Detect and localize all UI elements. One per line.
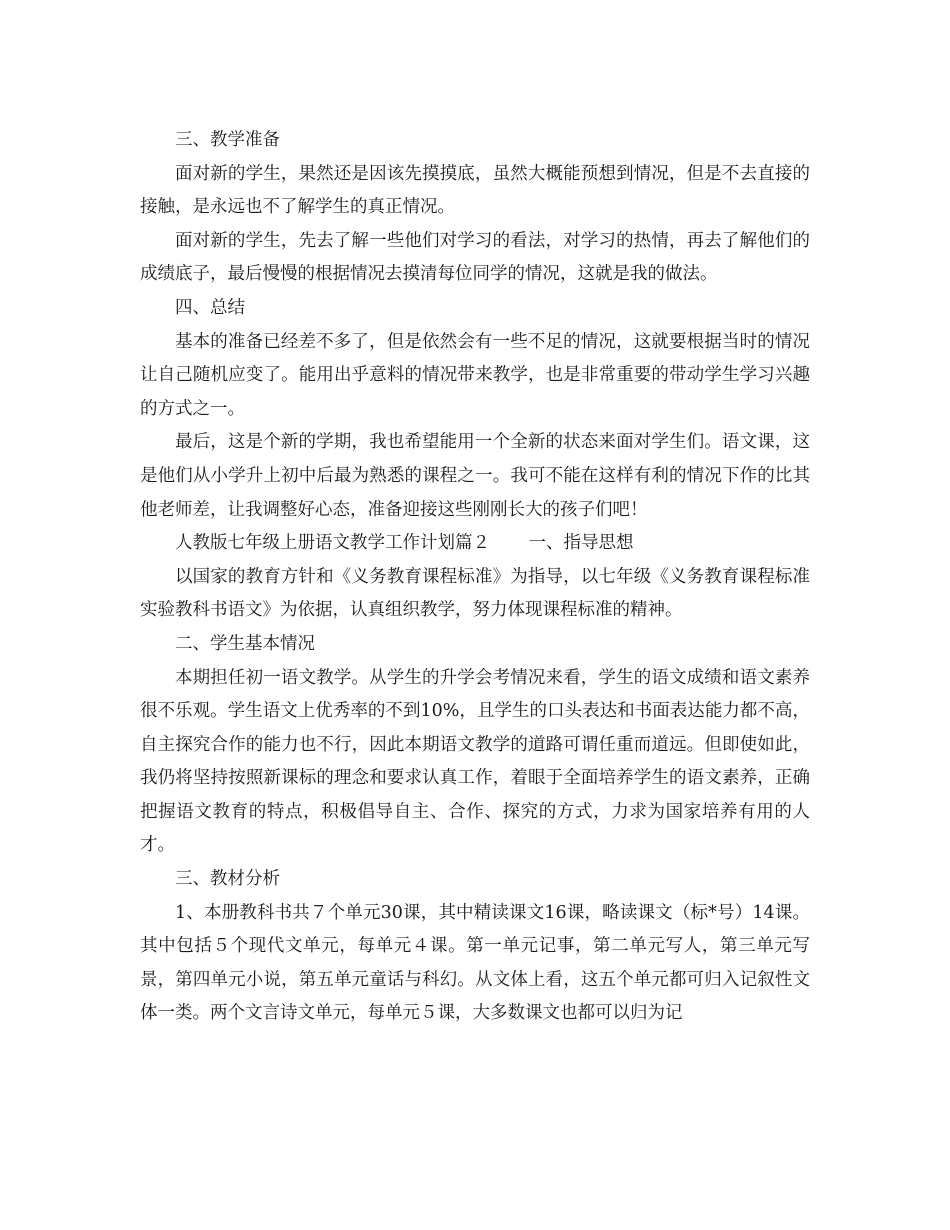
section-heading-student-situation: 二、学生基本情况: [175, 633, 315, 654]
body-paragraph: 以国家的教育方针和《义务教育课程标准》为指导，以七年级《义务教育课程标准实验教科书语文》为依据，认真组织教学，努力体现课程标准的精神。: [140, 566, 810, 621]
plan-title-line: [140, 527, 810, 561]
body-paragraph: 本期担任初一语文教学。从学生的升学会考情况来看，学生的语文成绩和语文素养很不乐观。学生语文上优秀率的不到10%，且学生的口头表达和书面表达能力都不高，自主探究合作的能力也不行，因此本期语文教学的道路可谓任重而道远。但即使如此，我仍将坚持按照新课标的理念和要求认真工作，着眼于全面培养学生的语文素养，正确把握语文教育的特点，积极倡导自主、合作、探究的方式，力求为国家培养有用的人才。: [140, 667, 810, 856]
plan-title: 人教版七年级上册语文教学工作计划篇２: [175, 533, 490, 554]
document-body: [140, 124, 810, 1031]
body-paragraph: 最后，这是个新的学期，我也希望能用一个全新的状态来面对学生们。语文课，这是他们从小学升上初中后最为熟悉的课程之一。我可不能在这样有利的情况下作的比其他老师差，让我调整好心态，准备迎接这些刚刚长大的孩子们吧！: [140, 432, 810, 520]
body-paragraph: 基本的准备已经差不多了，但是依然会有一些不足的情况，这就要根据当时的情况让自己随机应变了。能用出乎意料的情况带来教学，也是非常重要的带动学生学习兴趣的方式之一。: [140, 331, 810, 419]
body-paragraph: 1、本册教科书共７个单元30课，其中精读课文16课，略读课文（标*号）14课。其中包括５个现代文单元，每单元４课。第一单元记事，第二单元写人，第三单元写景，第四单元小说，第五单元童话与科幻。从文体上看，这五个单元都可归入记叙性文体一类。两个文言诗文单元，每单元５课，大多数课文也都可以归为记: [140, 902, 810, 1024]
body-paragraph: 面对新的学生，先去了解一些他们对学习的看法，对学习的热情，再去了解他们的成绩底子，最后慢慢的根据情况去摸清每位同学的情况，这就是我的做法。: [140, 230, 810, 285]
section-heading-summary: 四、总结: [175, 297, 245, 318]
section-heading-textbook-analysis: 三、教材分析: [175, 869, 280, 890]
section-heading-guiding-ideology: 一、指导思想: [528, 533, 634, 554]
body-paragraph: 面对新的学生，果然还是因该先摸摸底，虽然大概能预想到情况，但是不去直接的接触，是永远也不了解学生的真正情况。: [140, 163, 810, 218]
section-heading-teaching-preparation: 三、教学准备: [175, 130, 280, 150]
